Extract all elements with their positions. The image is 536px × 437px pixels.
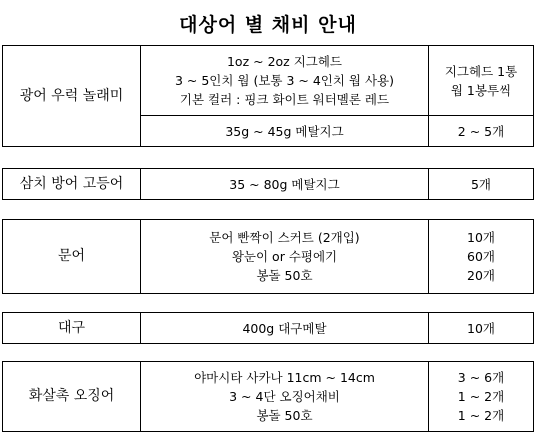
page-title: 대상어 별 채비 안내 xyxy=(179,14,357,36)
qty-line: 1 ~ 2개 xyxy=(457,389,505,404)
block-flatfish-rockfish xyxy=(2,45,534,147)
item-line: 35g ~ 45g 메탈지그 xyxy=(225,123,344,139)
item-line: 3 ~ 4단 오징어채비 xyxy=(229,389,340,404)
qty-line: 10개 xyxy=(467,230,495,245)
qty-cell xyxy=(429,169,534,200)
category-cell: 문어 xyxy=(3,220,141,294)
qty-cell xyxy=(429,116,534,147)
qty-line: 20개 xyxy=(467,268,495,283)
items-cell xyxy=(141,313,429,344)
block-cod xyxy=(2,312,534,344)
qty-cell xyxy=(429,313,534,344)
item-line: 35 ~ 80g 메탈지그 xyxy=(229,176,340,192)
item-line: 기본 컬러 : 핑크 화이트 워터멜론 레드 xyxy=(179,92,390,107)
category-cell: 광어 우럭 놀래미 xyxy=(3,46,141,147)
item-line: 야마시타 사카나 11cm ~ 14cm xyxy=(194,370,375,385)
category-cell: 화살촉 오징어 xyxy=(3,362,141,432)
items-cell xyxy=(141,362,429,432)
item-line: 왕눈이 or 수평에기 xyxy=(231,249,338,264)
qty-line: 지그헤드 1통 xyxy=(444,63,518,79)
category-cell: 삼치 방어 고등어 xyxy=(3,169,141,200)
item-line: 3 ~ 5인치 웜 (보통 3 ~ 4인치 웜 사용) xyxy=(174,73,395,88)
block-spanish-mackerel xyxy=(2,168,534,200)
qty-line: 3 ~ 6개 xyxy=(457,370,505,385)
qty-line: 1 ~ 2개 xyxy=(457,408,505,423)
item-line: 400g 대구메탈 xyxy=(242,320,327,336)
items-cell xyxy=(141,116,429,147)
qty-cell xyxy=(429,46,534,116)
qty-line: 5개 xyxy=(470,176,492,192)
qty-line: 60개 xyxy=(467,249,495,264)
qty-line: 웜 1봉투씩 xyxy=(450,82,512,98)
qty-cell xyxy=(429,362,534,432)
item-line: 봉돌 50호 xyxy=(256,268,313,283)
items-cell xyxy=(141,169,429,200)
qty-line: 10개 xyxy=(467,320,495,336)
block-octopus xyxy=(2,219,534,294)
block-squid xyxy=(2,361,534,432)
items-cell xyxy=(141,46,429,116)
items-cell xyxy=(141,220,429,294)
item-line: 봉돌 50호 xyxy=(256,408,313,423)
item-line: 문어 빤짝이 스커트 (2개입) xyxy=(209,230,360,245)
item-line: 1oz ~ 2oz 지그헤드 xyxy=(226,54,343,69)
qty-cell xyxy=(429,220,534,294)
category-cell: 대구 xyxy=(3,313,141,344)
qty-line: 2 ~ 5개 xyxy=(457,123,505,139)
